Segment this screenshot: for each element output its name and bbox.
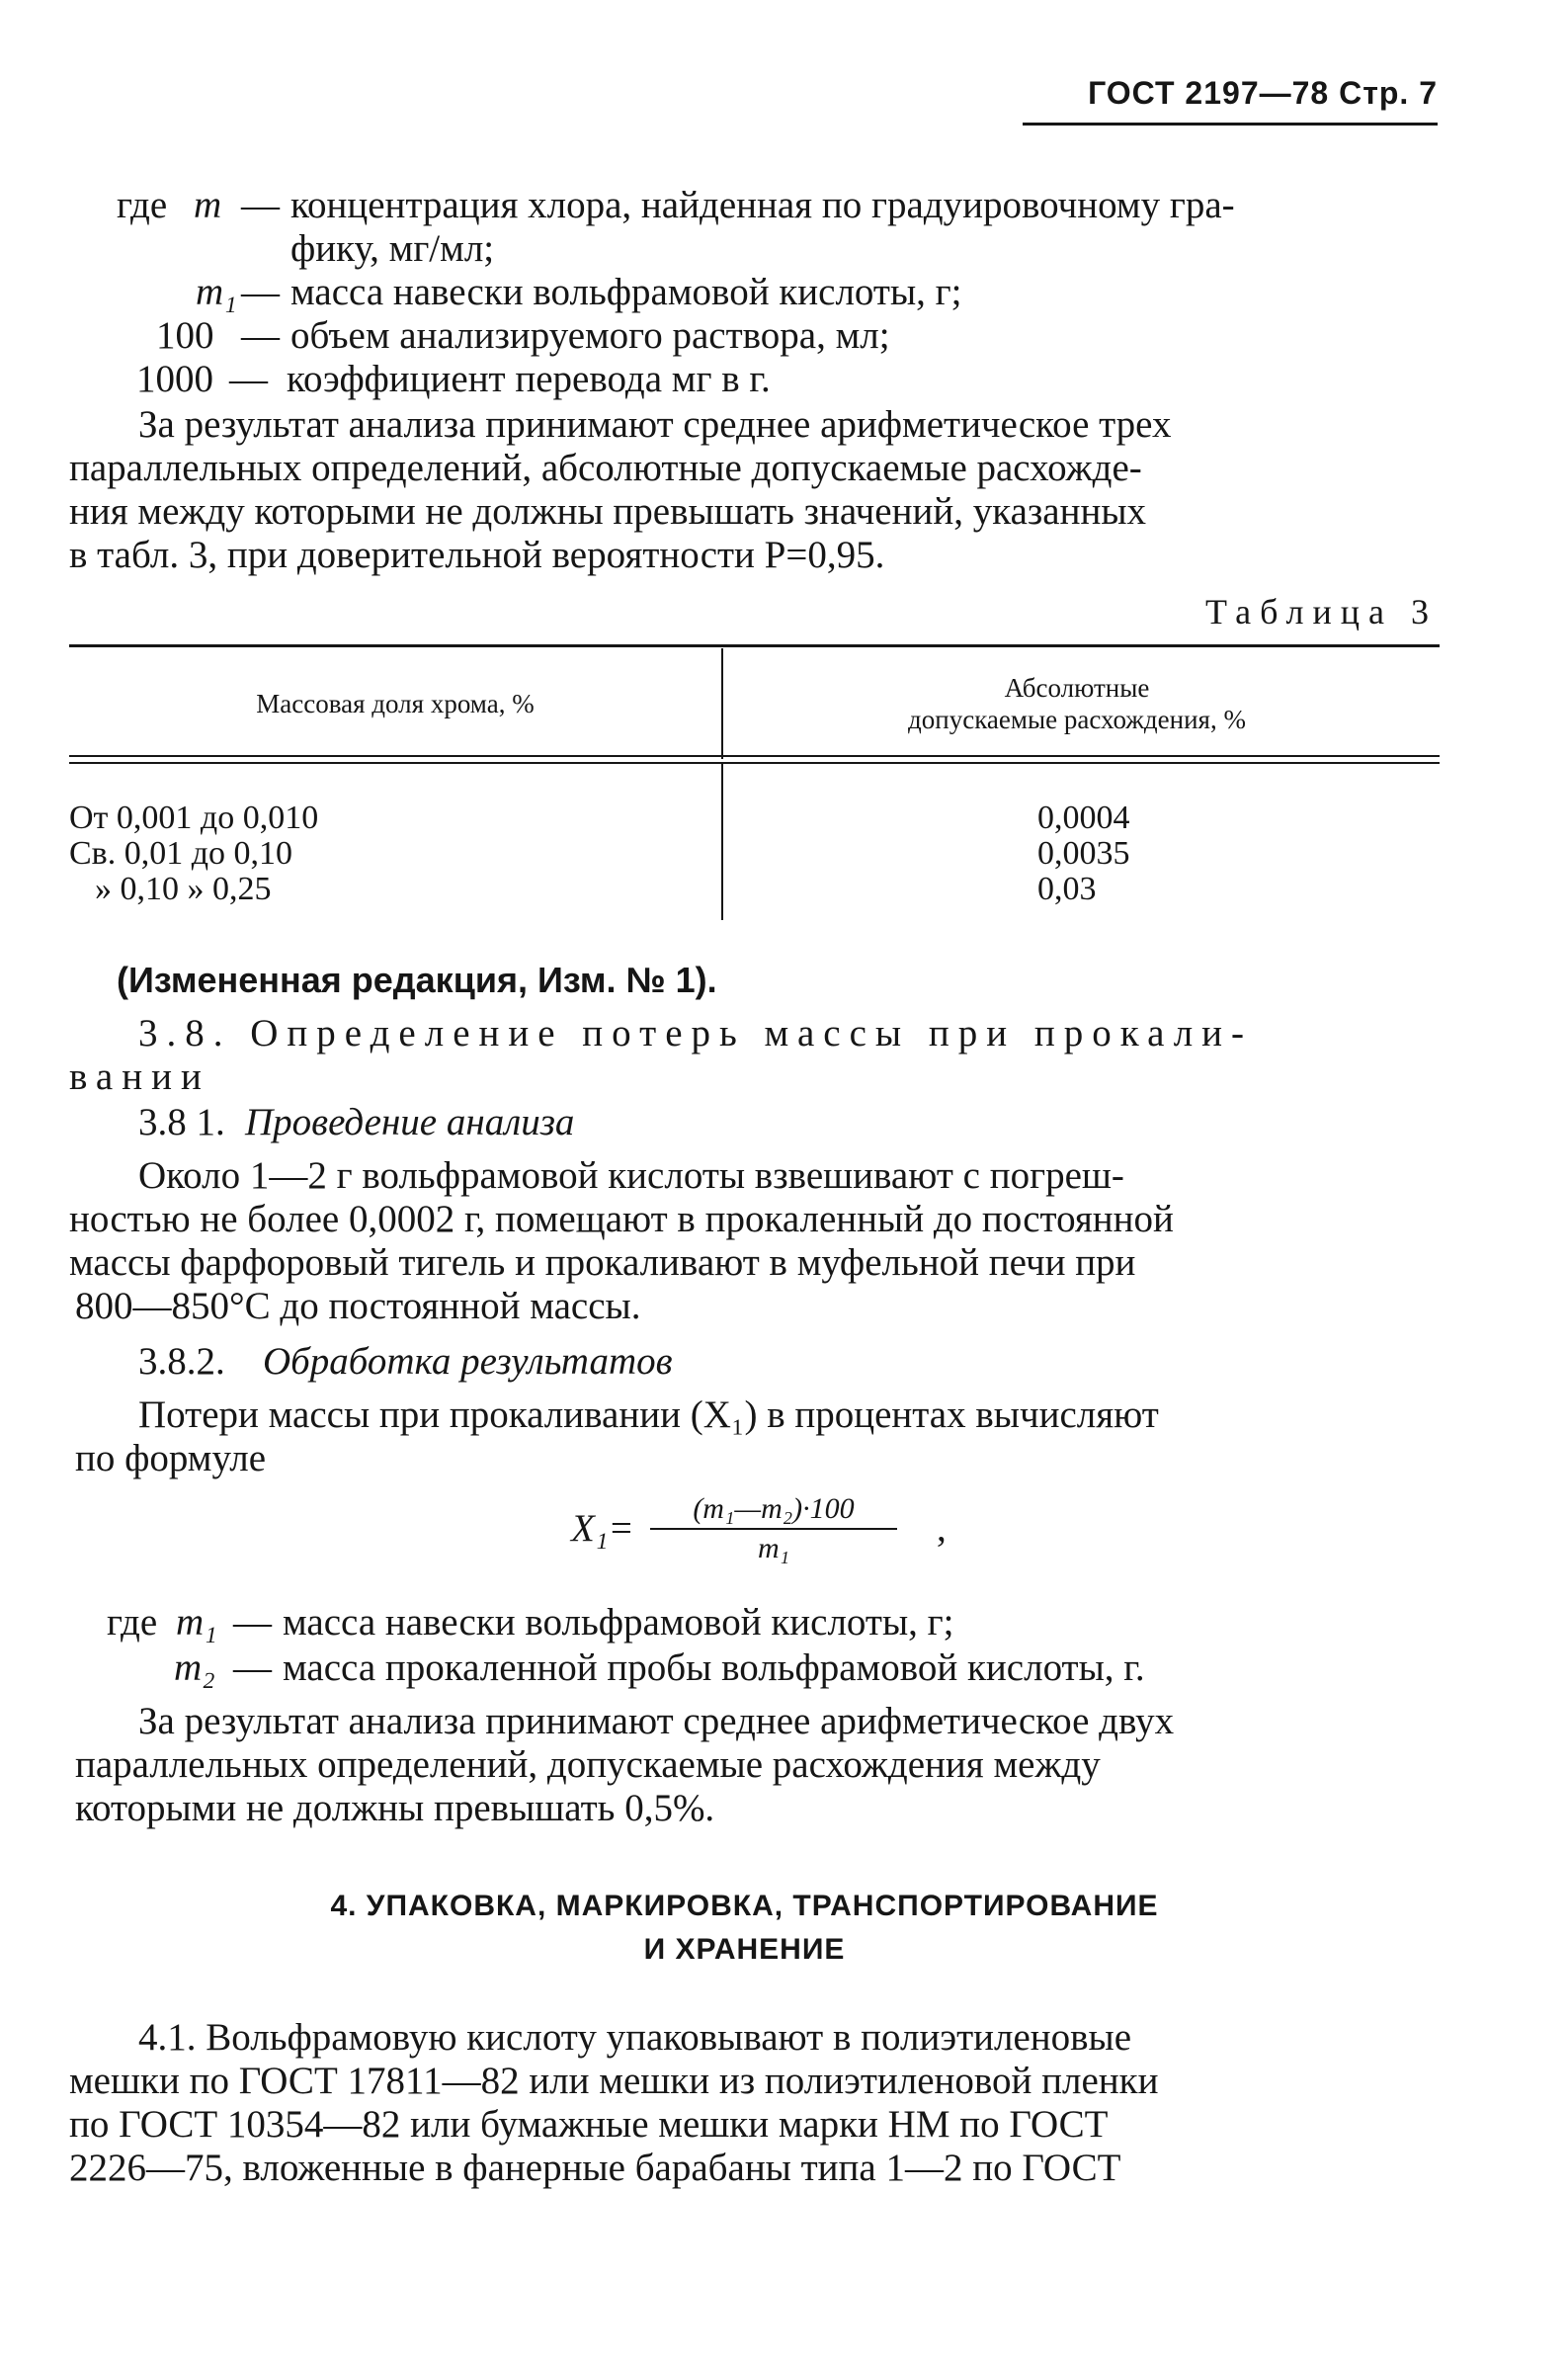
formula-lhs: X₁= [571,1507,634,1550]
legend2-dash-1: — [233,1601,272,1644]
para2-line-3: которыми не должны превышать 0,5%. [75,1787,715,1829]
header-rule [1023,123,1438,126]
table-header-rule-1 [69,755,1440,757]
section4-heading-l2: И ХРАНЕНИЕ [643,1933,846,1966]
section38-title-l1: 3.8. Определение потерь массы при прокали- [138,1012,1254,1054]
loss-formula [571,1492,947,1564]
legend1-dash-4: — [229,358,268,400]
section382-line-1: Потери массы при прокаливании (X₁) в процентах вычисляют [138,1393,1159,1436]
section382-line-2: по формуле [75,1437,267,1479]
legend1-dash-2: — [241,271,280,313]
section38-title-l2: вании [69,1055,210,1098]
section382-number: 3.8.2. [138,1340,225,1383]
section381-line-4: 800—850°С до постоянной массы. [75,1285,641,1327]
fraction-bar [650,1528,897,1530]
table-caption: Таблица 3 [1205,592,1438,632]
table-row-2-range: Св. 0,01 до 0,10 [69,835,293,872]
amendment-note: (Измененная редакция, Изм. № 1). [117,960,717,1000]
table-header-divider [721,648,723,759]
legend1-text-3: объем анализируемого раствора, мл; [290,314,890,357]
para2-line-1: За результат анализа принимают среднее арифметическое двух [138,1700,1175,1742]
table-body-divider [721,764,723,920]
section4-line-3: по ГОСТ 10354—82 или бумажные мешки марки НМ по ГОСТ [69,2103,1109,2146]
legend1-dash-3: — [241,314,280,357]
section382-title: Обработка результатов [263,1340,673,1383]
para1-line-3: ния между которыми не должны превышать значений, указанных [69,490,1147,533]
table-header-rule-2 [69,762,1440,764]
table-header-col2-l2: допускаемые расхождения, % [908,705,1246,734]
legend2-term-1: m₁ [176,1601,217,1644]
legend1-term-3: 100 [156,314,214,357]
formula-numerator: (m₁—m₂)·100 [693,1492,855,1525]
section4-line-4: 2226—75, вложенные в фанерные барабаны типа 1—2 по ГОСТ [69,2147,1121,2189]
legend1-text-1: концентрация хлора, найденная по градуировочному гра- [290,184,1235,226]
section381-line-1: Около 1—2 г вольфрамовой кислоты взвешивают с погреш- [138,1154,1124,1197]
section381-number: 3.8 1. [138,1101,225,1143]
legend2-term-2: m₂ [174,1646,215,1689]
legend2-intro: где [107,1601,158,1644]
legend1-text-1-cont: фику, мг/мл; [290,227,495,270]
legend2-text-2: масса прокаленной пробы вольфрамовой кислоты, г. [283,1646,1145,1689]
section381-line-2: ностью не более 0,0002 г, помещают в прокаленный до постоянной [69,1198,1174,1240]
section381-title: Проведение анализа [245,1101,575,1143]
table-row-1-range: От 0,001 до 0,010 [69,800,319,836]
table-row-2-value: 0,0035 [1037,835,1130,872]
section4-heading-l1: 4. УПАКОВКА, МАРКИРОВКА, ТРАНСПОРТИРОВАНИЕ [330,1890,1159,1922]
table-header-col1: Массовая доля хрома, % [256,689,535,718]
section381-line-3: массы фарфоровый тигель и прокаливают в муфельной печи при [69,1241,1136,1284]
section4-line-1: 4.1. Вольфрамовую кислоту упаковывают в полиэтиленовые [138,2016,1132,2059]
table-top-rule [69,644,1440,647]
table-row-3-range: » 0,10 » 0,25 [95,871,272,907]
legend1-text-2: масса навески вольфрамовой кислоты, г; [290,271,962,313]
formula-denominator: m₁ [757,1532,790,1564]
table-row-3-value: 0,03 [1037,871,1097,907]
legend2-text-1: масса навески вольфрамовой кислоты, г; [283,1601,954,1644]
legend1-intro: где [117,184,168,226]
legend1-term-1: m [194,184,222,226]
table-row-1-value: 0,0004 [1037,800,1130,836]
legend2-dash-2: — [233,1646,272,1689]
para2-line-2: параллельных определений, допускаемые расхождения между [75,1743,1101,1786]
para1-line-1: За результат анализа принимают среднее арифметическое трех [138,403,1172,446]
para1-line-4: в табл. 3, при доверительной вероятности P=0,95. [69,534,885,576]
legend1-text-4: коэффициент перевода мг в г. [287,358,771,400]
table-header-col2-l1: Абсолютные [1004,673,1150,703]
para1-line-2: параллельных определений, абсолютные допускаемые расхожде- [69,447,1142,489]
legend1-dash-1: — [241,184,280,226]
running-header: ГОСТ 2197—78 Стр. 7 [1088,75,1438,111]
section4-line-2: мешки по ГОСТ 17811—82 или мешки из полиэтиленовой пленки [69,2060,1159,2102]
formula-fraction [650,1492,897,1565]
legend1-term-2: m₁ [196,271,237,313]
legend1-term-4: 1000 [136,358,213,400]
formula-tail: , [937,1507,947,1550]
